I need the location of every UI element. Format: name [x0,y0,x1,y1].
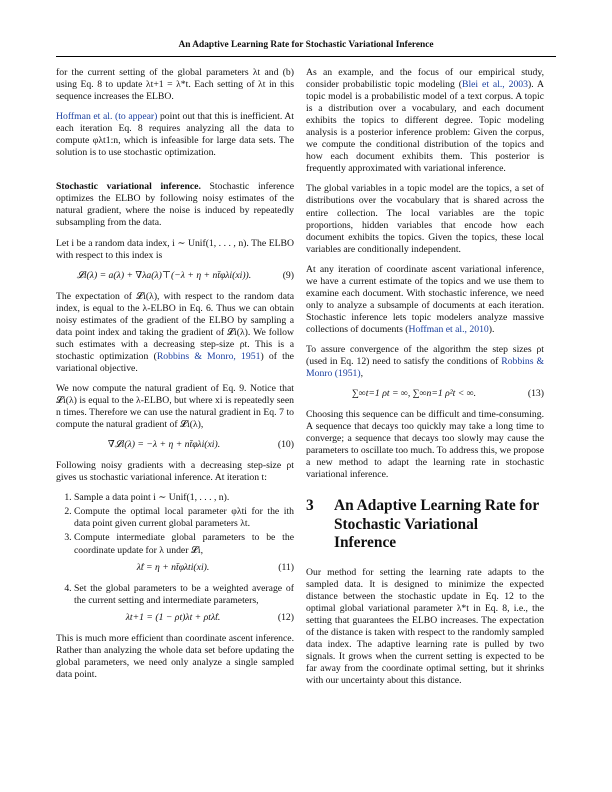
equation-body: λt+1 = (1 − ρt)λt + ρtλ̂t. [125,611,221,623]
section-heading [306,497,544,553]
list-item [74,532,294,573]
paragraph [56,111,294,159]
equation-11 [74,562,294,574]
section-title: An Adaptive Learning Rate for Stochastic Variational Inference [334,497,539,552]
equation-13 [306,388,544,400]
equation-number: (13) [527,388,544,400]
citation-link[interactable]: Hoffman et al. (to appear) [56,111,158,123]
paragraph: Our method for setting the learning rate adapts to the sampled data. It is designed to minimize the expected distance between the stochastic update in Eq. 12 to the optimal global variational parameter λ*t in Eq. 8, i.e., the setting that guarantees the ELBO increases. The expectation of the distance is taken with respect to the randomly sampled data index. The adaptive learning rate is pulled by two signals. It grows when the current setting is expected to be far away from the coordinate optimal setting, but it shrinks with our uncertainty about this distance. [306,566,544,687]
running-header: An Adaptive Learning Rate for Stochastic Variational Inference [178,40,434,50]
paragraph [306,67,544,175]
paragraph-text: To assure convergence of the algorithm the step sizes ρt (used in Eq. 12) need to satisfy the conditions of [306,343,544,368]
list-item-text: Set the global parameters to be a weighted average of the current setting and intermediate parameters, [74,582,294,606]
algorithm-steps [56,492,294,623]
paragraph-text: As an example, and the focus of our empirical study, consider probabilistic topic modeling ( [306,67,544,91]
equation-10 [56,439,294,451]
section-number: 3 [306,497,314,515]
header-rule [56,56,556,57]
list-item [74,583,294,624]
paragraph-text: ). A topic model is a probabilistic model of a text corpus. A topic is a distribution over a vocabulary, and each document exhibits the topics to different degree. Topic modeling analysis is a posterior inference problem: Given the corpus, we compute the conditional distribution of the topics and how each document exhibits them. This posterior is frequently approximated with variational inference. [306,79,544,175]
paragraph: This is much more efficient than coordinate ascent inference. Rather than analyzing the whole data set before updating the global parameters, we need only analyze a single sampled data point. [56,632,294,680]
paragraph: Choosing this sequence can be difficult and time-consuming. A sequence that decays too quickly may take a long time to converge; a sequence that decays too slowly may cause the parameters to oscillate too much. To address this, we propose a new method to adapt the learning rate in stochastic variational inference. [306,409,544,481]
citation-link[interactable]: Hoffman et al., 2010 [408,323,489,335]
citation-link[interactable]: Robbins & Monro, 1951 [156,350,261,362]
equation-body: 𝓛i(λ) = a(λ) + ∇λa(λ)⊤(−λ + η + nt̄φλi(xi)). [76,269,252,281]
paragraph-text: ). [488,323,495,335]
paragraph-heading: Stochastic variational inference. [56,181,201,193]
list-item: 1. Sample a data point i ∼ Unif(1, . . . , n). [74,492,294,504]
equation-number: (10) [277,439,294,451]
equation-number: (12) [277,611,294,623]
equation-12 [74,612,294,624]
paragraph: Let i be a random data index, i ∼ Unif(1, . . . , n). The ELBO with respect to this index is [56,237,294,261]
paragraph: The global variables in a topic model are the topics, a set of distributions over the vocabulary that is shared across the entire collection. The local variables are the topic proportions, hidden variables that encode how each document exhibits the topics. Given the topics, these local variables are conditionally independent. [306,183,544,255]
paragraph-text: The expectation of 𝓛i(λ), with respect to the random data index, is equal to the λ-ELBO in Eq. 6. Thus we can obtain noisy estimates of the gradient of the ELBO by sampling a data point index and taking the gradient of 𝓛i(λ). We follow such estimates with a decreasing step-size ρt. This is a stochastic optimization ( [56,290,294,362]
equation-number: (9) [282,269,294,281]
list-item: 2. Compute the optimal local parameter φλti for the ith data point given current global parameters λt. [74,506,294,530]
paragraph [306,344,544,380]
equation-body: λ̂t = η + nt̄φλti(xi). [136,561,210,573]
paragraph [306,264,544,336]
equation-body: ∑∞t=1 ρt = ∞, ∑∞n=1 ρ²t < ∞. [351,388,477,400]
right-column [306,67,544,695]
paragraph: Following noisy gradients with a decreasing step-size ρt gives us stochastic variational inference. At iteration t: [56,460,294,484]
left-column [56,67,294,689]
paragraph-text: Stochastic inference optimizes the ELBO by following noisy estimates of the natural gradient, where the noise is induced by repeatedly subsampling from the data. [56,181,294,229]
equation-number: (11) [278,561,294,573]
paragraph [56,291,294,375]
equation-9 [56,270,294,282]
paragraph-text: point out that this is inefficient. At each iteration Eq. 8 requires analyzing all the data to compute φλt1:n, which is infeasible for large data sets. The solution is to use stochastic optimization. [56,111,295,159]
paragraph-text: ) of the variational objective. [56,350,294,374]
paragraph-text: , [360,368,364,380]
equation-body: ∇̃𝓛i(λ) = −λ + η + nt̄φλi(xi). [107,439,221,451]
citation-link[interactable]: Robbins & Monro (1951) [306,356,544,380]
citation-link[interactable]: Blei et al., 2003 [461,79,528,91]
paragraph [56,181,294,229]
paragraph: for the current setting of the global parameters λt and (b) using Eq. 8 to update λt+1 = λ*t. Each setting of λt in this sequence increases the ELBO. [56,67,294,103]
paragraph: We now compute the natural gradient of Eq. 9. Notice that 𝓛i(λ) is equal to the λ-ELBO, but where xi is repeatedly seen n times. Therefore we can use the natural gradient in Eq. 7 to compute the natural gradient of 𝓛i(λ), [56,382,294,431]
list-item-text: Compute intermediate global parameters to be the coordinate update for λ under 𝓛i, [74,532,294,556]
paragraph-text: At any iteration of coordinate ascent variational inference, we have a current estimate of the topics and we use them to examine each document. With stochastic inference, we need only to analyze a subsample of documents at each iteration. Stochastic inference lets topic modelers analyze massive collections of documents ( [306,263,544,335]
